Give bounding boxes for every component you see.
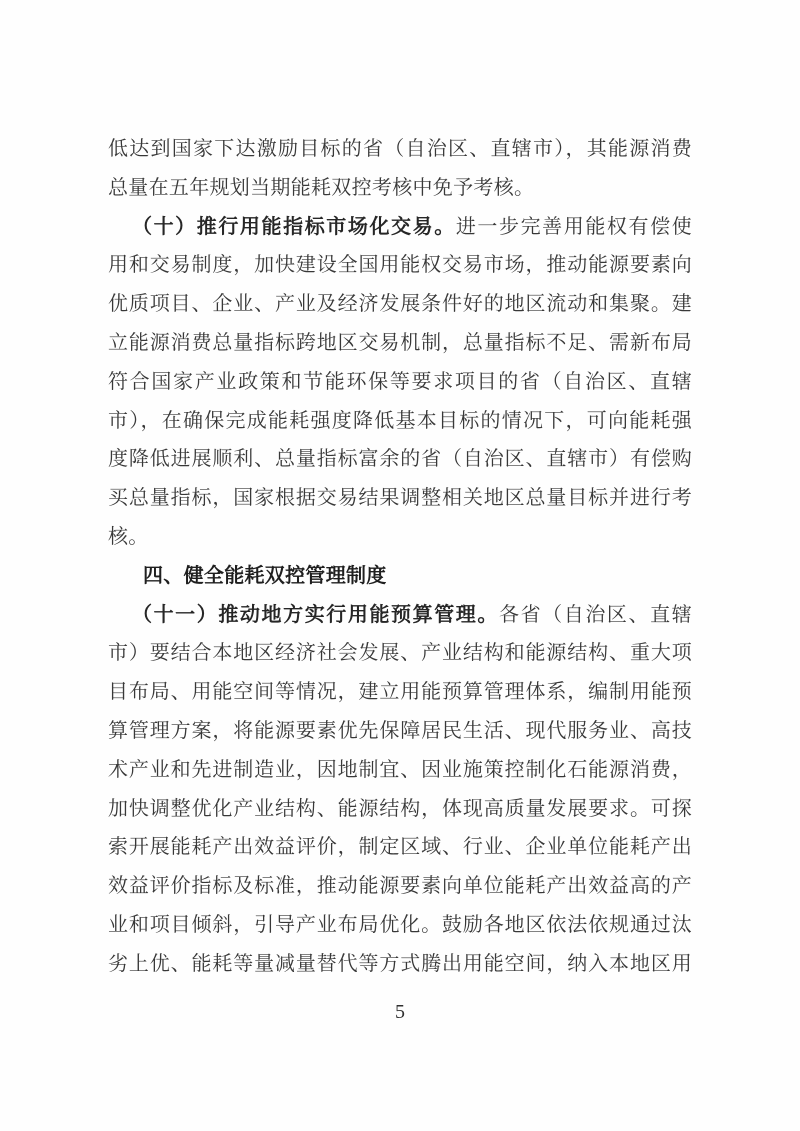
text-run: 术产业和先进制造业，因地制宜、因业施策控制化石能源消费， bbox=[108, 758, 692, 781]
text-run: 索开展能耗产出效益评价，制定区域、行业、企业单位能耗产出 bbox=[108, 836, 692, 859]
text-run: 各省（自治区、直辖 bbox=[499, 603, 692, 626]
body-line bbox=[108, 634, 692, 673]
section-heading bbox=[108, 557, 692, 596]
text-run: 算管理方案，将能源要素优先保障居民生活、现代服务业、高技 bbox=[108, 719, 692, 742]
body-line bbox=[108, 324, 692, 363]
text-run: 总量在五年规划当期能耗双控考核中免予考核。 bbox=[108, 176, 535, 199]
text-run: 市）要结合本地区经济社会发展、产业结构和能源结构、重大项 bbox=[108, 642, 692, 665]
body-line bbox=[108, 518, 692, 557]
paragraph-lead-bold: （十）推行用能指标市场化交易。 bbox=[132, 215, 456, 238]
body-line bbox=[108, 169, 692, 208]
body-line bbox=[108, 673, 692, 712]
body-line bbox=[108, 130, 692, 169]
page-number: 5 bbox=[395, 1000, 405, 1023]
body-line bbox=[108, 828, 692, 867]
body-line bbox=[108, 402, 692, 441]
text-run: 目布局、用能空间等情况，建立用能预算管理体系，编制用能预 bbox=[108, 681, 692, 704]
text-run: 立能源消费总量指标跨地区交易机制，总量指标不足、需新布局 bbox=[108, 331, 692, 354]
text-run: 效益评价指标及标准，推动能源要素向单位能耗产出效益高的产 bbox=[108, 875, 692, 898]
body-line bbox=[108, 440, 692, 479]
body-line bbox=[108, 945, 692, 984]
body-line bbox=[108, 906, 692, 945]
body-line bbox=[108, 479, 692, 518]
body-line bbox=[108, 246, 692, 285]
heading-text: 四、健全能耗双控管理制度 bbox=[143, 564, 387, 587]
text-run: 加快调整优化产业结构、能源结构，体现高质量发展要求。可探 bbox=[108, 797, 692, 820]
text-run: 买总量指标，国家根据交易结果调整相关地区总量目标并进行考 bbox=[108, 487, 692, 510]
body-line bbox=[108, 867, 692, 906]
text-run: 度降低进展顺利、总量指标富余的省（自治区、直辖市）有偿购 bbox=[108, 448, 692, 471]
text-run: 优质项目、企业、产业及经济发展条件好的地区流动和集聚。建 bbox=[108, 293, 692, 316]
text-run: 用和交易制度，加快建设全国用能权交易市场，推动能源要素向 bbox=[108, 254, 692, 277]
body-line bbox=[108, 790, 692, 829]
body-line bbox=[108, 596, 692, 635]
text-run: 低达到国家下达激励目标的省（自治区、直辖市），其能源消费 bbox=[108, 138, 692, 160]
body-line bbox=[108, 208, 692, 247]
paragraph-lead-bold: （十一）推动地方实行用能预算管理。 bbox=[132, 603, 499, 626]
text-run: 核。 bbox=[108, 525, 149, 548]
text-run: 劣上优、能耗等量减量替代等方式腾出用能空间，纳入本地区用 bbox=[108, 952, 692, 975]
body-line bbox=[108, 285, 692, 324]
body-line bbox=[108, 712, 692, 751]
body-line bbox=[108, 363, 692, 402]
text-run: 进一步完善用能权有偿使 bbox=[455, 215, 692, 238]
text-run: 符合国家产业政策和节能环保等要求项目的省（自治区、直辖 bbox=[108, 370, 692, 393]
text-run: 市），在确保完成能耗强度降低基本目标的情况下，可向能耗强 bbox=[108, 409, 692, 432]
body-line bbox=[108, 751, 692, 790]
text-run: 业和项目倾斜，引导产业布局优化。鼓励各地区依法依规通过汰 bbox=[108, 913, 692, 936]
